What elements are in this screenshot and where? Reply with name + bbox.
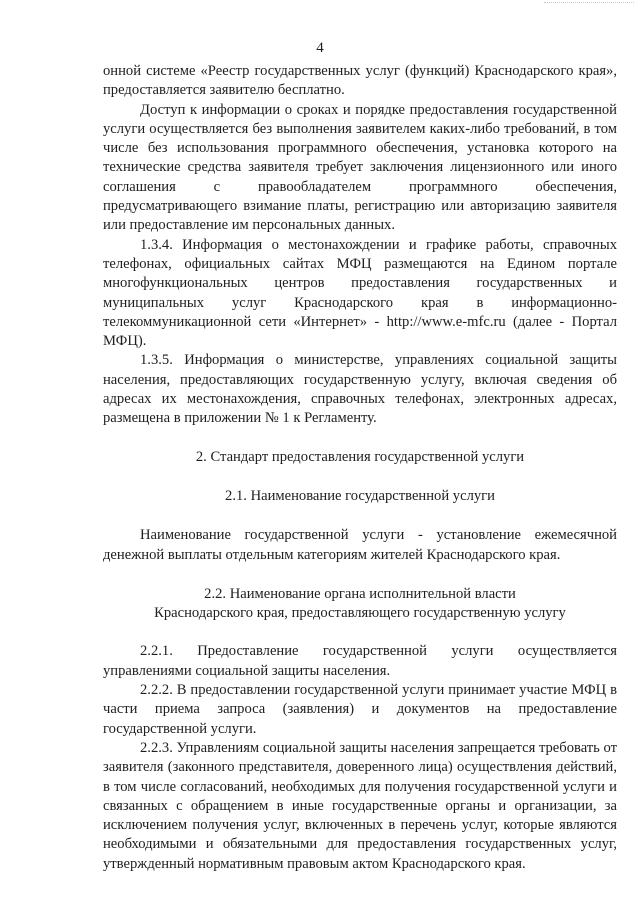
page-content: [103, 62, 617, 874]
paragraph-1-3-4: 1.3.4. Информация о местонахождении и графике работы, справочных телефонах, официальных сайтах МФЦ размещаются на Едином портале многофункциональных центров предоставления государственных и муниципальных услуг Краснодарского края в информационно-телекоммуникационной сети «Интернет» - http://www.e-mfc.ru (далее - Портал МФЦ).: [103, 236, 617, 350]
paragraph-2-2-1: 2.2.1. Предоставление государственной услуги осуществляется управлениями социальной защиты населения.: [103, 643, 617, 679]
subsection-heading-2-2-line2: Краснодарского края, предоставляющего государственную услугу: [154, 605, 566, 622]
paragraph-2-2-3: 2.2.3. Управлениям социальной защиты населения запрещается требовать от заявителя (законного представителя, доверенного лица) осуществления действий, в том числе согласований, необходимых для получения государственной услуги и связанных с обращением в иные государственные органы и организации, за исключением получения услуг, включенных в перечень услуг, которые являются необходимыми и обязательными для предоставления государственных услуг, утвержденный нормативным правовым актом Краснодарского края.: [103, 739, 617, 872]
paragraph-continuation: онной системе «Реестр государственных услуг (функций) Краснодарского края», предоставляется заявителю бесплатно.: [103, 63, 617, 99]
paragraph-2-2-2: 2.2.2. В предоставлении государственной услуги принимает участие МФЦ в части приема запроса (заявления) и документов на предоставление государственной услуги.: [103, 682, 617, 737]
scan-edge-mark: [544, 2, 634, 9]
paragraph-2-1-service-name: Наименование государственной услуги - установление ежемесячной денежной выплаты отдельным категориям жителей Краснодарского края.: [103, 527, 617, 563]
page-number: 4: [316, 40, 324, 56]
section-heading-2: 2. Стандарт предоставления государственной услуги: [195, 448, 525, 465]
subsection-heading-2-1: 2.1. Наименование государственной услуги: [225, 487, 495, 504]
subsection-heading-2-2-line1: 2.2. Наименование органа исполнительной власти: [204, 585, 516, 602]
paragraph-1-3-5: 1.3.5. Информация о министерстве, управлениях социальной защиты населения, предоставляющих государственную услугу, включая сведения об адресах их местонахождения, справочных телефонах, электронных адресах, размещена в приложении № 1 к Регламенту.: [103, 352, 617, 427]
paragraph-access-info: Доступ к информации о сроках и порядке предоставления государственной услуги осуществляется без выполнения заявителем каких-либо требований, в том числе без использования программного обеспечения, установка которого на технические средства заявителя требует заключения лицензионного или иного соглашения с правообладателем программного обеспечения, предусматривающего взимание платы, регистрацию или авторизацию заявителя или предоставление им персональных данных.: [103, 101, 617, 234]
